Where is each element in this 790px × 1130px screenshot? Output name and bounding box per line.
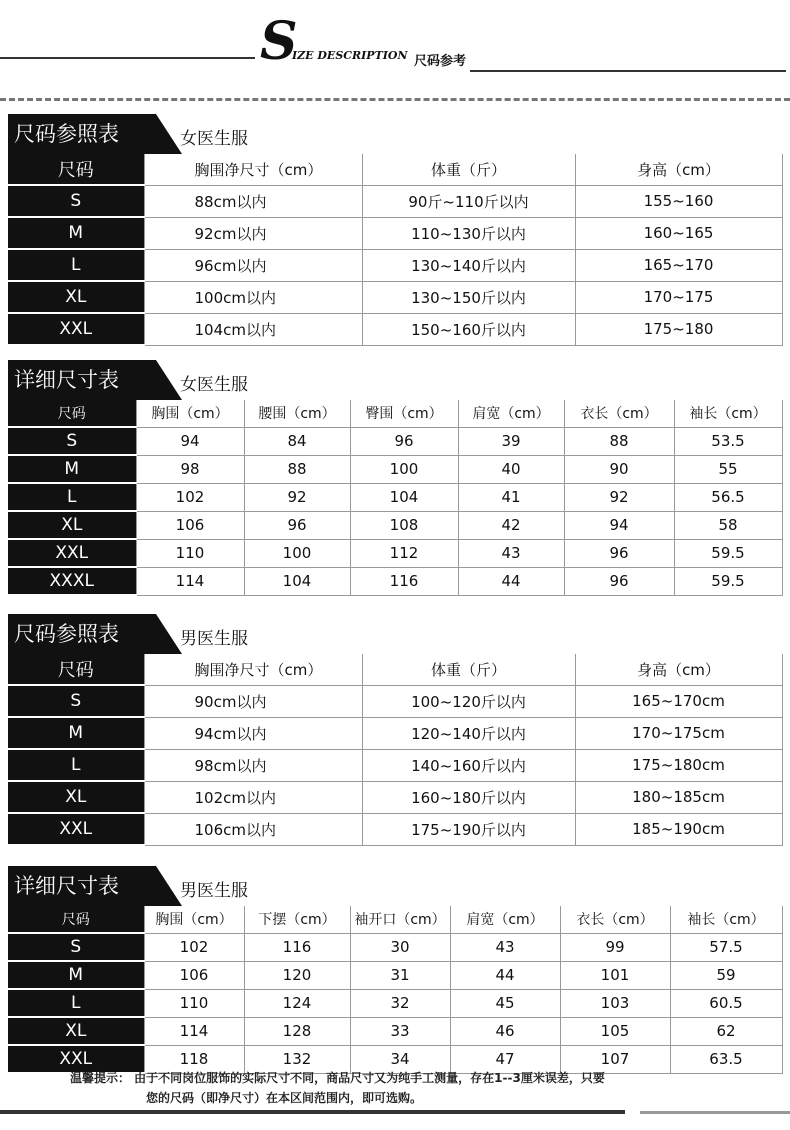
table-row (8, 717, 782, 749)
table-cell: 124 (244, 989, 350, 1017)
table-cell: 130~140斤以内 (362, 249, 575, 281)
table-header-row (8, 906, 782, 933)
header-big-s: S (260, 11, 298, 72)
table-cell: 175~180 (575, 313, 782, 345)
table-cell: 53.5 (674, 427, 782, 455)
table-cell: 116 (350, 567, 458, 595)
table-cell: 88 (564, 427, 674, 455)
table-cell: 116 (244, 933, 350, 961)
table-row (8, 185, 782, 217)
column-header: 袖长（cm） (674, 400, 782, 427)
table-cell: 102cm以内 (144, 781, 362, 813)
table-cell: 165~170 (575, 249, 782, 281)
size-table (8, 906, 783, 1074)
table-cell: 56.5 (674, 483, 782, 511)
column-header: 尺码 (8, 400, 136, 427)
title-arrow-icon (144, 866, 184, 906)
table-cell: 62 (670, 1017, 782, 1045)
size-table (8, 654, 783, 846)
size-label: XXL (8, 313, 144, 345)
column-header: 袖长（cm） (670, 906, 782, 933)
table-cell: 185~190cm (575, 813, 782, 845)
table-cell: 106cm以内 (144, 813, 362, 845)
table-cell: 92 (564, 483, 674, 511)
table-cell: 170~175 (575, 281, 782, 313)
table-cell: 92 (244, 483, 350, 511)
table-cell: 110 (136, 539, 244, 567)
table-cell: 96 (244, 511, 350, 539)
section-subtitle: 男医生服 (180, 881, 248, 901)
column-header: 胸围（cm） (144, 906, 244, 933)
section-men-detail-size (8, 866, 782, 1074)
table-cell: 104cm以内 (144, 313, 362, 345)
table-cell: 160~165 (575, 217, 782, 249)
table-row (8, 511, 782, 539)
table-cell: 42 (458, 511, 564, 539)
table-row (8, 427, 782, 455)
footer-rule-light (640, 1111, 790, 1114)
table-row (8, 961, 782, 989)
table-header-row (8, 654, 782, 685)
note-line-1: 温馨提示： 由于不同岗位服饰的实际尺寸不同，商品尺寸又为纯手工测量，存在1--3厘米误差，只要 (70, 1071, 605, 1085)
table-row (8, 781, 782, 813)
title-arrow-icon (144, 614, 184, 654)
column-header: 身高（cm） (575, 654, 782, 685)
table-header-row (8, 400, 782, 427)
table-cell: 44 (450, 961, 560, 989)
size-label: XL (8, 781, 144, 813)
table-cell: 99 (560, 933, 670, 961)
section-women-size-reference (8, 114, 782, 346)
table-cell: 103 (560, 989, 670, 1017)
table-cell: 59.5 (674, 539, 782, 567)
section-title: 尺码参照表 (8, 614, 144, 654)
size-label: XXXL (8, 567, 136, 595)
table-cell: 32 (350, 989, 450, 1017)
table-cell: 60.5 (670, 989, 782, 1017)
header-rule-right (470, 70, 786, 72)
table-cell: 120 (244, 961, 350, 989)
table-cell: 160~180斤以内 (362, 781, 575, 813)
table-cell: 96 (564, 567, 674, 595)
section-title-row (8, 614, 782, 654)
table-row (8, 313, 782, 345)
table-cell: 94cm以内 (144, 717, 362, 749)
table-cell: 102 (144, 933, 244, 961)
table-row (8, 567, 782, 595)
table-cell: 112 (350, 539, 458, 567)
column-header: 尺码 (8, 654, 144, 685)
table-cell: 175~190斤以内 (362, 813, 575, 845)
section-title: 详细尺寸表 (8, 360, 144, 400)
section-title-row (8, 360, 782, 400)
table-row (8, 539, 782, 567)
table-cell: 100cm以内 (144, 281, 362, 313)
table-row (8, 281, 782, 313)
table-cell: 96 (564, 539, 674, 567)
table-row (8, 217, 782, 249)
table-cell: 180~185cm (575, 781, 782, 813)
column-header: 胸围净尺寸（cm） (144, 654, 362, 685)
table-row (8, 933, 782, 961)
size-label: XXL (8, 539, 136, 567)
column-header: 尺码 (8, 154, 144, 185)
table-cell: 34 (350, 1045, 450, 1073)
table-cell: 90cm以内 (144, 685, 362, 717)
title-arrow-icon (144, 114, 184, 154)
table-cell: 110 (144, 989, 244, 1017)
section-subtitle: 男医生服 (180, 629, 248, 649)
table-cell: 55 (674, 455, 782, 483)
note-line-2: 您的尺码（即净尺寸）在本区间范围内，即可选购。 (146, 1091, 423, 1105)
section-title-row (8, 866, 782, 906)
section-title: 尺码参照表 (8, 114, 144, 154)
section-title: 详细尺寸表 (8, 866, 144, 906)
table-row (8, 749, 782, 781)
size-label: S (8, 685, 144, 717)
table-cell: 104 (350, 483, 458, 511)
table-cell: 96 (350, 427, 458, 455)
column-header: 下摆（cm） (244, 906, 350, 933)
table-cell: 94 (564, 511, 674, 539)
table-cell: 30 (350, 933, 450, 961)
size-label: L (8, 989, 144, 1017)
table-header-row (8, 154, 782, 185)
column-header: 身高（cm） (575, 154, 782, 185)
table-cell: 47 (450, 1045, 560, 1073)
size-label: M (8, 961, 144, 989)
table-cell: 150~160斤以内 (362, 313, 575, 345)
table-row (8, 249, 782, 281)
table-cell: 43 (458, 539, 564, 567)
size-label: XL (8, 511, 136, 539)
header-rule-left (0, 57, 255, 59)
dashed-divider (0, 98, 790, 101)
table-cell: 90斤~110斤以内 (362, 185, 575, 217)
table-cell: 84 (244, 427, 350, 455)
table-row (8, 813, 782, 845)
size-table (8, 154, 783, 346)
size-label: S (8, 427, 136, 455)
header-cn-label: 尺码参考 (414, 54, 467, 69)
table-cell: 100~120斤以内 (362, 685, 575, 717)
table-cell: 155~160 (575, 185, 782, 217)
table-cell: 57.5 (670, 933, 782, 961)
column-header: 体重（斤） (362, 154, 575, 185)
table-cell: 39 (458, 427, 564, 455)
table-cell: 90 (564, 455, 674, 483)
column-header: 体重（斤） (362, 654, 575, 685)
section-subtitle: 女医生服 (180, 129, 248, 149)
table-cell: 106 (136, 511, 244, 539)
table-cell: 59.5 (674, 567, 782, 595)
column-header: 腰围（cm） (244, 400, 350, 427)
column-header: 肩宽（cm） (458, 400, 564, 427)
size-label: XL (8, 1017, 144, 1045)
table-cell: 100 (244, 539, 350, 567)
size-label: XL (8, 281, 144, 313)
size-label: L (8, 249, 144, 281)
table-cell: 31 (350, 961, 450, 989)
size-label: S (8, 933, 144, 961)
table-cell: 128 (244, 1017, 350, 1045)
size-label: XXL (8, 1045, 144, 1073)
size-table (8, 400, 783, 596)
table-cell: 170~175cm (575, 717, 782, 749)
section-men-size-reference (8, 614, 782, 846)
table-cell: 114 (136, 567, 244, 595)
table-row (8, 989, 782, 1017)
table-cell: 94 (136, 427, 244, 455)
table-cell: 106 (144, 961, 244, 989)
table-cell: 105 (560, 1017, 670, 1045)
table-cell: 41 (458, 483, 564, 511)
size-label: L (8, 749, 144, 781)
table-cell: 175~180cm (575, 749, 782, 781)
header-description: IZE DESCRIPTION (292, 49, 408, 62)
table-cell: 104 (244, 567, 350, 595)
column-header: 衣长（cm） (560, 906, 670, 933)
size-label: M (8, 717, 144, 749)
table-cell: 108 (350, 511, 458, 539)
section-women-detail-size (8, 360, 782, 596)
column-header: 衣长（cm） (564, 400, 674, 427)
table-cell: 33 (350, 1017, 450, 1045)
table-cell: 130~150斤以内 (362, 281, 575, 313)
table-cell: 107 (560, 1045, 670, 1073)
column-header: 尺码 (8, 906, 144, 933)
table-cell: 132 (244, 1045, 350, 1073)
table-cell: 114 (144, 1017, 244, 1045)
column-header: 臀围（cm） (350, 400, 458, 427)
footer-rule (0, 1110, 625, 1114)
table-cell: 88 (244, 455, 350, 483)
table-cell: 98 (136, 455, 244, 483)
table-cell: 63.5 (670, 1045, 782, 1073)
table-cell: 40 (458, 455, 564, 483)
size-label: M (8, 217, 144, 249)
table-cell: 140~160斤以内 (362, 749, 575, 781)
table-cell: 45 (450, 989, 560, 1017)
title-arrow-icon (144, 360, 184, 400)
table-cell: 59 (670, 961, 782, 989)
size-label: M (8, 455, 136, 483)
size-label: L (8, 483, 136, 511)
table-cell: 46 (450, 1017, 560, 1045)
column-header: 胸围净尺寸（cm） (144, 154, 362, 185)
table-cell: 58 (674, 511, 782, 539)
size-label: XXL (8, 813, 144, 845)
table-cell: 98cm以内 (144, 749, 362, 781)
table-cell: 43 (450, 933, 560, 961)
table-cell: 100 (350, 455, 458, 483)
table-cell: 92cm以内 (144, 217, 362, 249)
table-cell: 110~130斤以内 (362, 217, 575, 249)
column-header: 肩宽（cm） (450, 906, 560, 933)
table-cell: 102 (136, 483, 244, 511)
section-title-row (8, 114, 782, 154)
size-label: S (8, 185, 144, 217)
column-header: 袖开口（cm） (350, 906, 450, 933)
table-cell: 165~170cm (575, 685, 782, 717)
table-row (8, 685, 782, 717)
table-cell: 88cm以内 (144, 185, 362, 217)
section-subtitle: 女医生服 (180, 375, 248, 395)
column-header: 胸围（cm） (136, 400, 244, 427)
table-cell: 101 (560, 961, 670, 989)
table-cell: 118 (144, 1045, 244, 1073)
table-row (8, 455, 782, 483)
table-row (8, 483, 782, 511)
table-cell: 96cm以内 (144, 249, 362, 281)
warm-tip-note (70, 1068, 605, 1108)
table-cell: 44 (458, 567, 564, 595)
table-cell: 120~140斤以内 (362, 717, 575, 749)
table-row (8, 1017, 782, 1045)
